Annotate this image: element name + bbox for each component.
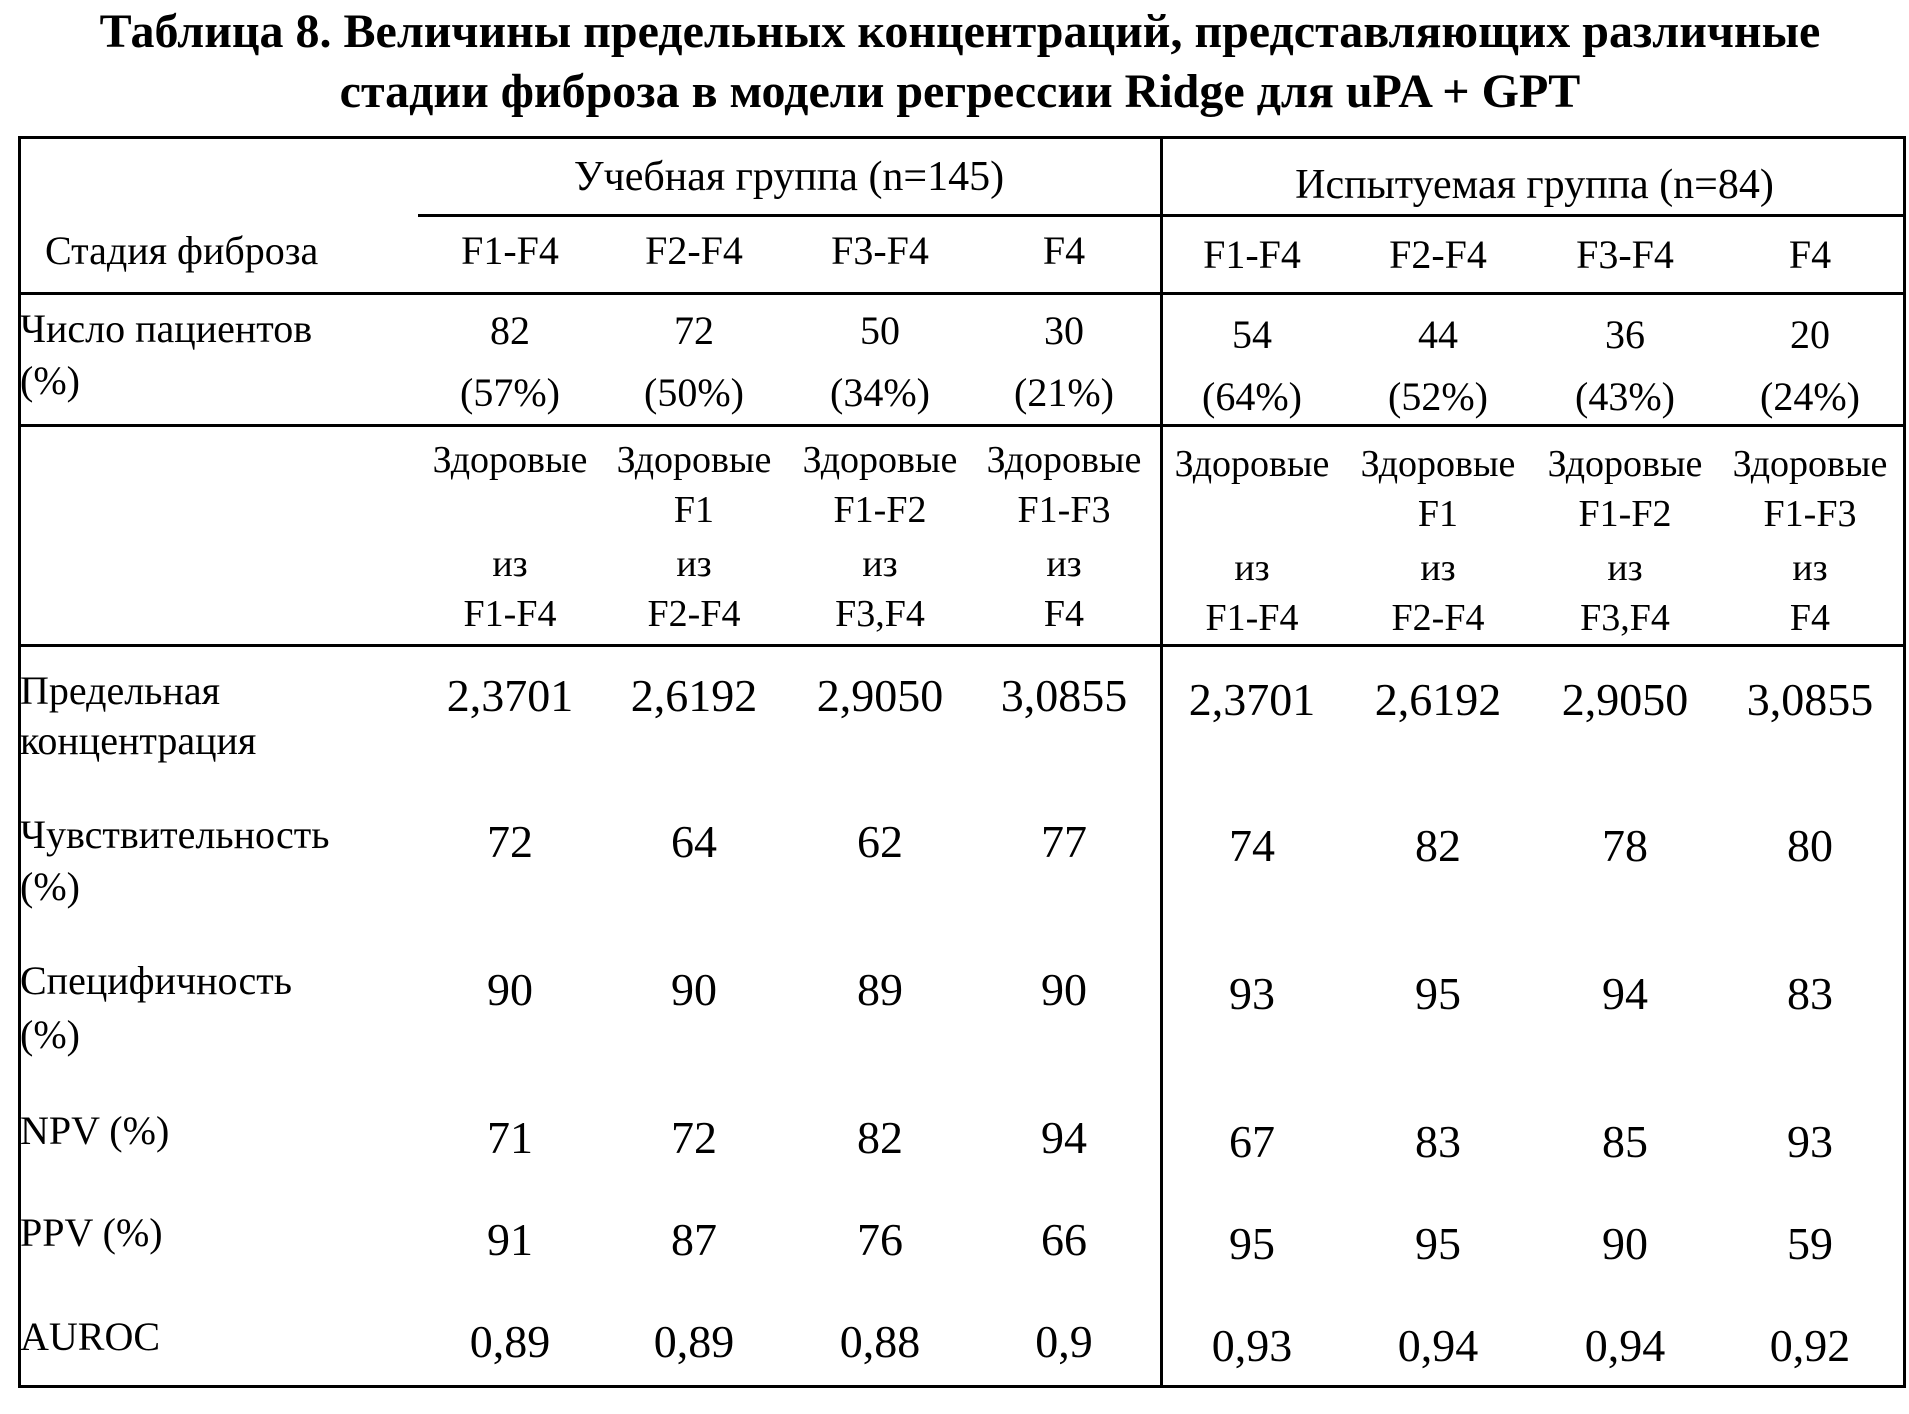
comparison-line-4: F4 bbox=[1043, 593, 1085, 635]
comparison-line-3: из bbox=[1420, 547, 1456, 589]
auroc-value: 0,92 bbox=[1769, 1320, 1851, 1371]
ppv-value: 76 bbox=[857, 1214, 903, 1265]
sensitivity-value: 62 bbox=[857, 816, 903, 867]
sensitivity-value: 80 bbox=[1787, 820, 1833, 871]
comparison-line-1: Здоровые bbox=[1732, 443, 1888, 485]
patients-percent: (64%) bbox=[1202, 374, 1302, 419]
npv-value: 82 bbox=[857, 1112, 903, 1163]
table-title bbox=[40, 2, 1880, 122]
specificity-value: 93 bbox=[1229, 968, 1275, 1019]
row-label-npv: NPV (%) bbox=[20, 1108, 170, 1153]
npv-value: 93 bbox=[1787, 1116, 1833, 1167]
patients-count: 82 bbox=[490, 308, 530, 353]
row-label-auroc: AUROC bbox=[20, 1314, 161, 1359]
patients-count: 20 bbox=[1790, 312, 1830, 357]
row-label-specificity: Специфичность bbox=[20, 958, 292, 1003]
comparison-line-3: из bbox=[862, 543, 898, 585]
cutoff-value: 3,0855 bbox=[1000, 670, 1128, 721]
auroc-value: 0,88 bbox=[839, 1316, 921, 1367]
stage-cell: F1-F4 bbox=[1203, 232, 1301, 277]
specificity-value: 90 bbox=[671, 964, 717, 1015]
npv-value: 83 bbox=[1415, 1116, 1461, 1167]
sensitivity-value: 82 bbox=[1415, 820, 1461, 871]
patients-percent: (21%) bbox=[1014, 370, 1114, 415]
patients-percent: (24%) bbox=[1760, 374, 1860, 419]
row-label-cutoff-2: концентрация bbox=[20, 718, 257, 763]
cutoff-value: 3,0855 bbox=[1746, 674, 1874, 725]
comparison-line-2: F1-F3 bbox=[1763, 493, 1857, 535]
patients-count: 54 bbox=[1232, 312, 1272, 357]
group-header-training: Учебная группа (n=145) bbox=[573, 154, 1005, 200]
comparison-line-4: F4 bbox=[1789, 597, 1831, 639]
comparison-line-1: Здоровые bbox=[1360, 443, 1516, 485]
npv-value: 71 bbox=[487, 1112, 533, 1163]
row-label-ppv: PPV (%) bbox=[20, 1210, 163, 1255]
cutoff-value: 2,6192 bbox=[630, 670, 758, 721]
row-label-sensitivity-unit: (%) bbox=[20, 864, 80, 909]
sensitivity-value: 78 bbox=[1602, 820, 1648, 871]
specificity-value: 83 bbox=[1787, 968, 1833, 1019]
auroc-value: 0,89 bbox=[653, 1316, 735, 1367]
specificity-value: 90 bbox=[487, 964, 533, 1015]
comparison-line-3: из bbox=[676, 543, 712, 585]
comparison-line-3: из bbox=[1607, 547, 1643, 589]
title-line-2: стадии фиброза в модели регрессии Ridge для uPA + GPT bbox=[339, 65, 1581, 118]
npv-value: 85 bbox=[1602, 1116, 1648, 1167]
patients-count: 36 bbox=[1605, 312, 1645, 357]
comparison-rule bbox=[18, 644, 1906, 647]
patients-count: 44 bbox=[1418, 312, 1458, 357]
header-rule bbox=[18, 292, 1906, 295]
npv-value: 67 bbox=[1229, 1116, 1275, 1167]
sensitivity-value: 74 bbox=[1229, 820, 1275, 871]
patients-percent: (57%) bbox=[460, 370, 560, 415]
ppv-value: 95 bbox=[1415, 1218, 1461, 1269]
comparison-line-2: F1 bbox=[1417, 493, 1459, 535]
patients-percent: (43%) bbox=[1575, 374, 1675, 419]
comparison-line-2: F1-F3 bbox=[1017, 489, 1111, 531]
stage-cell: F4 bbox=[1788, 232, 1832, 277]
auroc-value: 0,94 bbox=[1584, 1320, 1666, 1371]
stage-cell: F3-F4 bbox=[831, 228, 929, 273]
auroc-value: 0,9 bbox=[1035, 1316, 1093, 1367]
auroc-value: 0,93 bbox=[1211, 1320, 1293, 1371]
sensitivity-value: 72 bbox=[487, 816, 533, 867]
row-label-specificity-unit: (%) bbox=[20, 1012, 80, 1057]
specificity-value: 90 bbox=[1041, 964, 1087, 1015]
comparison-line-1: Здоровые bbox=[986, 439, 1142, 481]
group-header-test: Испытуемая группа (n=84) bbox=[1295, 162, 1774, 208]
comparison-line-4: F1-F4 bbox=[463, 593, 557, 635]
auroc-value: 0,89 bbox=[469, 1316, 551, 1367]
stage-cell: F2-F4 bbox=[645, 228, 743, 273]
ppv-value: 91 bbox=[487, 1214, 533, 1265]
comparison-line-3: из bbox=[1234, 547, 1270, 589]
comparison-line-1: Здоровые bbox=[1174, 443, 1330, 485]
row-label-patients-unit: (%) bbox=[20, 358, 80, 403]
cutoff-value: 2,6192 bbox=[1374, 674, 1502, 725]
cutoff-value: 2,3701 bbox=[1188, 674, 1316, 725]
row-label-patients: Число пациентов bbox=[20, 306, 313, 351]
stage-cell: F1-F4 bbox=[461, 228, 559, 273]
title-line-1: Таблица 8. Величины предельных концентраций, представляющих различные bbox=[99, 5, 1821, 58]
row-label-cutoff: Предельная bbox=[20, 668, 220, 713]
stage-cell: F2-F4 bbox=[1389, 232, 1487, 277]
row-label-sensitivity: Чувствительность bbox=[20, 812, 330, 857]
ppv-value: 59 bbox=[1787, 1218, 1833, 1269]
ppv-value: 66 bbox=[1041, 1214, 1087, 1265]
comparison-line-3: из bbox=[1792, 547, 1828, 589]
patients-percent: (34%) bbox=[830, 370, 930, 415]
stage-label: Стадия фиброза bbox=[45, 228, 319, 273]
cutoff-value: 2,9050 bbox=[816, 670, 944, 721]
comparison-line-1: Здоровые bbox=[1547, 443, 1703, 485]
comparison-line-1: Здоровые bbox=[802, 439, 958, 481]
patients-percent: (50%) bbox=[644, 370, 744, 415]
ppv-value: 87 bbox=[671, 1214, 717, 1265]
stage-cell: F3-F4 bbox=[1576, 232, 1674, 277]
comparison-line-4: F3,F4 bbox=[1580, 597, 1670, 639]
sensitivity-value: 77 bbox=[1041, 816, 1087, 867]
cutoff-value: 2,9050 bbox=[1561, 674, 1689, 725]
npv-value: 72 bbox=[671, 1112, 717, 1163]
comparison-line-2: F1-F2 bbox=[1578, 493, 1672, 535]
comparison-line-3: из bbox=[1046, 543, 1082, 585]
comparison-line-3: из bbox=[492, 543, 528, 585]
specificity-value: 94 bbox=[1602, 968, 1648, 1019]
cutoff-value: 2,3701 bbox=[446, 670, 574, 721]
comparison-line-1: Здоровые bbox=[616, 439, 772, 481]
specificity-value: 95 bbox=[1415, 968, 1461, 1019]
npv-value: 94 bbox=[1041, 1112, 1087, 1163]
comparison-line-2: F1-F2 bbox=[833, 489, 927, 531]
comparison-line-2: F1 bbox=[673, 489, 715, 531]
specificity-value: 89 bbox=[857, 964, 903, 1015]
patients-count: 30 bbox=[1044, 308, 1084, 353]
patients-percent: (52%) bbox=[1388, 374, 1488, 419]
auroc-value: 0,94 bbox=[1397, 1320, 1479, 1371]
stage-cell: F4 bbox=[1042, 228, 1086, 273]
ppv-value: 90 bbox=[1602, 1218, 1648, 1269]
comparison-line-4: F2-F4 bbox=[1391, 597, 1485, 639]
patients-count: 50 bbox=[860, 308, 900, 353]
sensitivity-value: 64 bbox=[671, 816, 717, 867]
patients-count: 72 bbox=[674, 308, 714, 353]
comparison-line-4: F3,F4 bbox=[835, 593, 925, 635]
group-underline bbox=[418, 214, 1906, 217]
comparison-line-4: F2-F4 bbox=[647, 593, 741, 635]
ppv-value: 95 bbox=[1229, 1218, 1275, 1269]
comparison-line-1: Здоровые bbox=[432, 439, 588, 481]
comparison-line-4: F1-F4 bbox=[1205, 597, 1299, 639]
